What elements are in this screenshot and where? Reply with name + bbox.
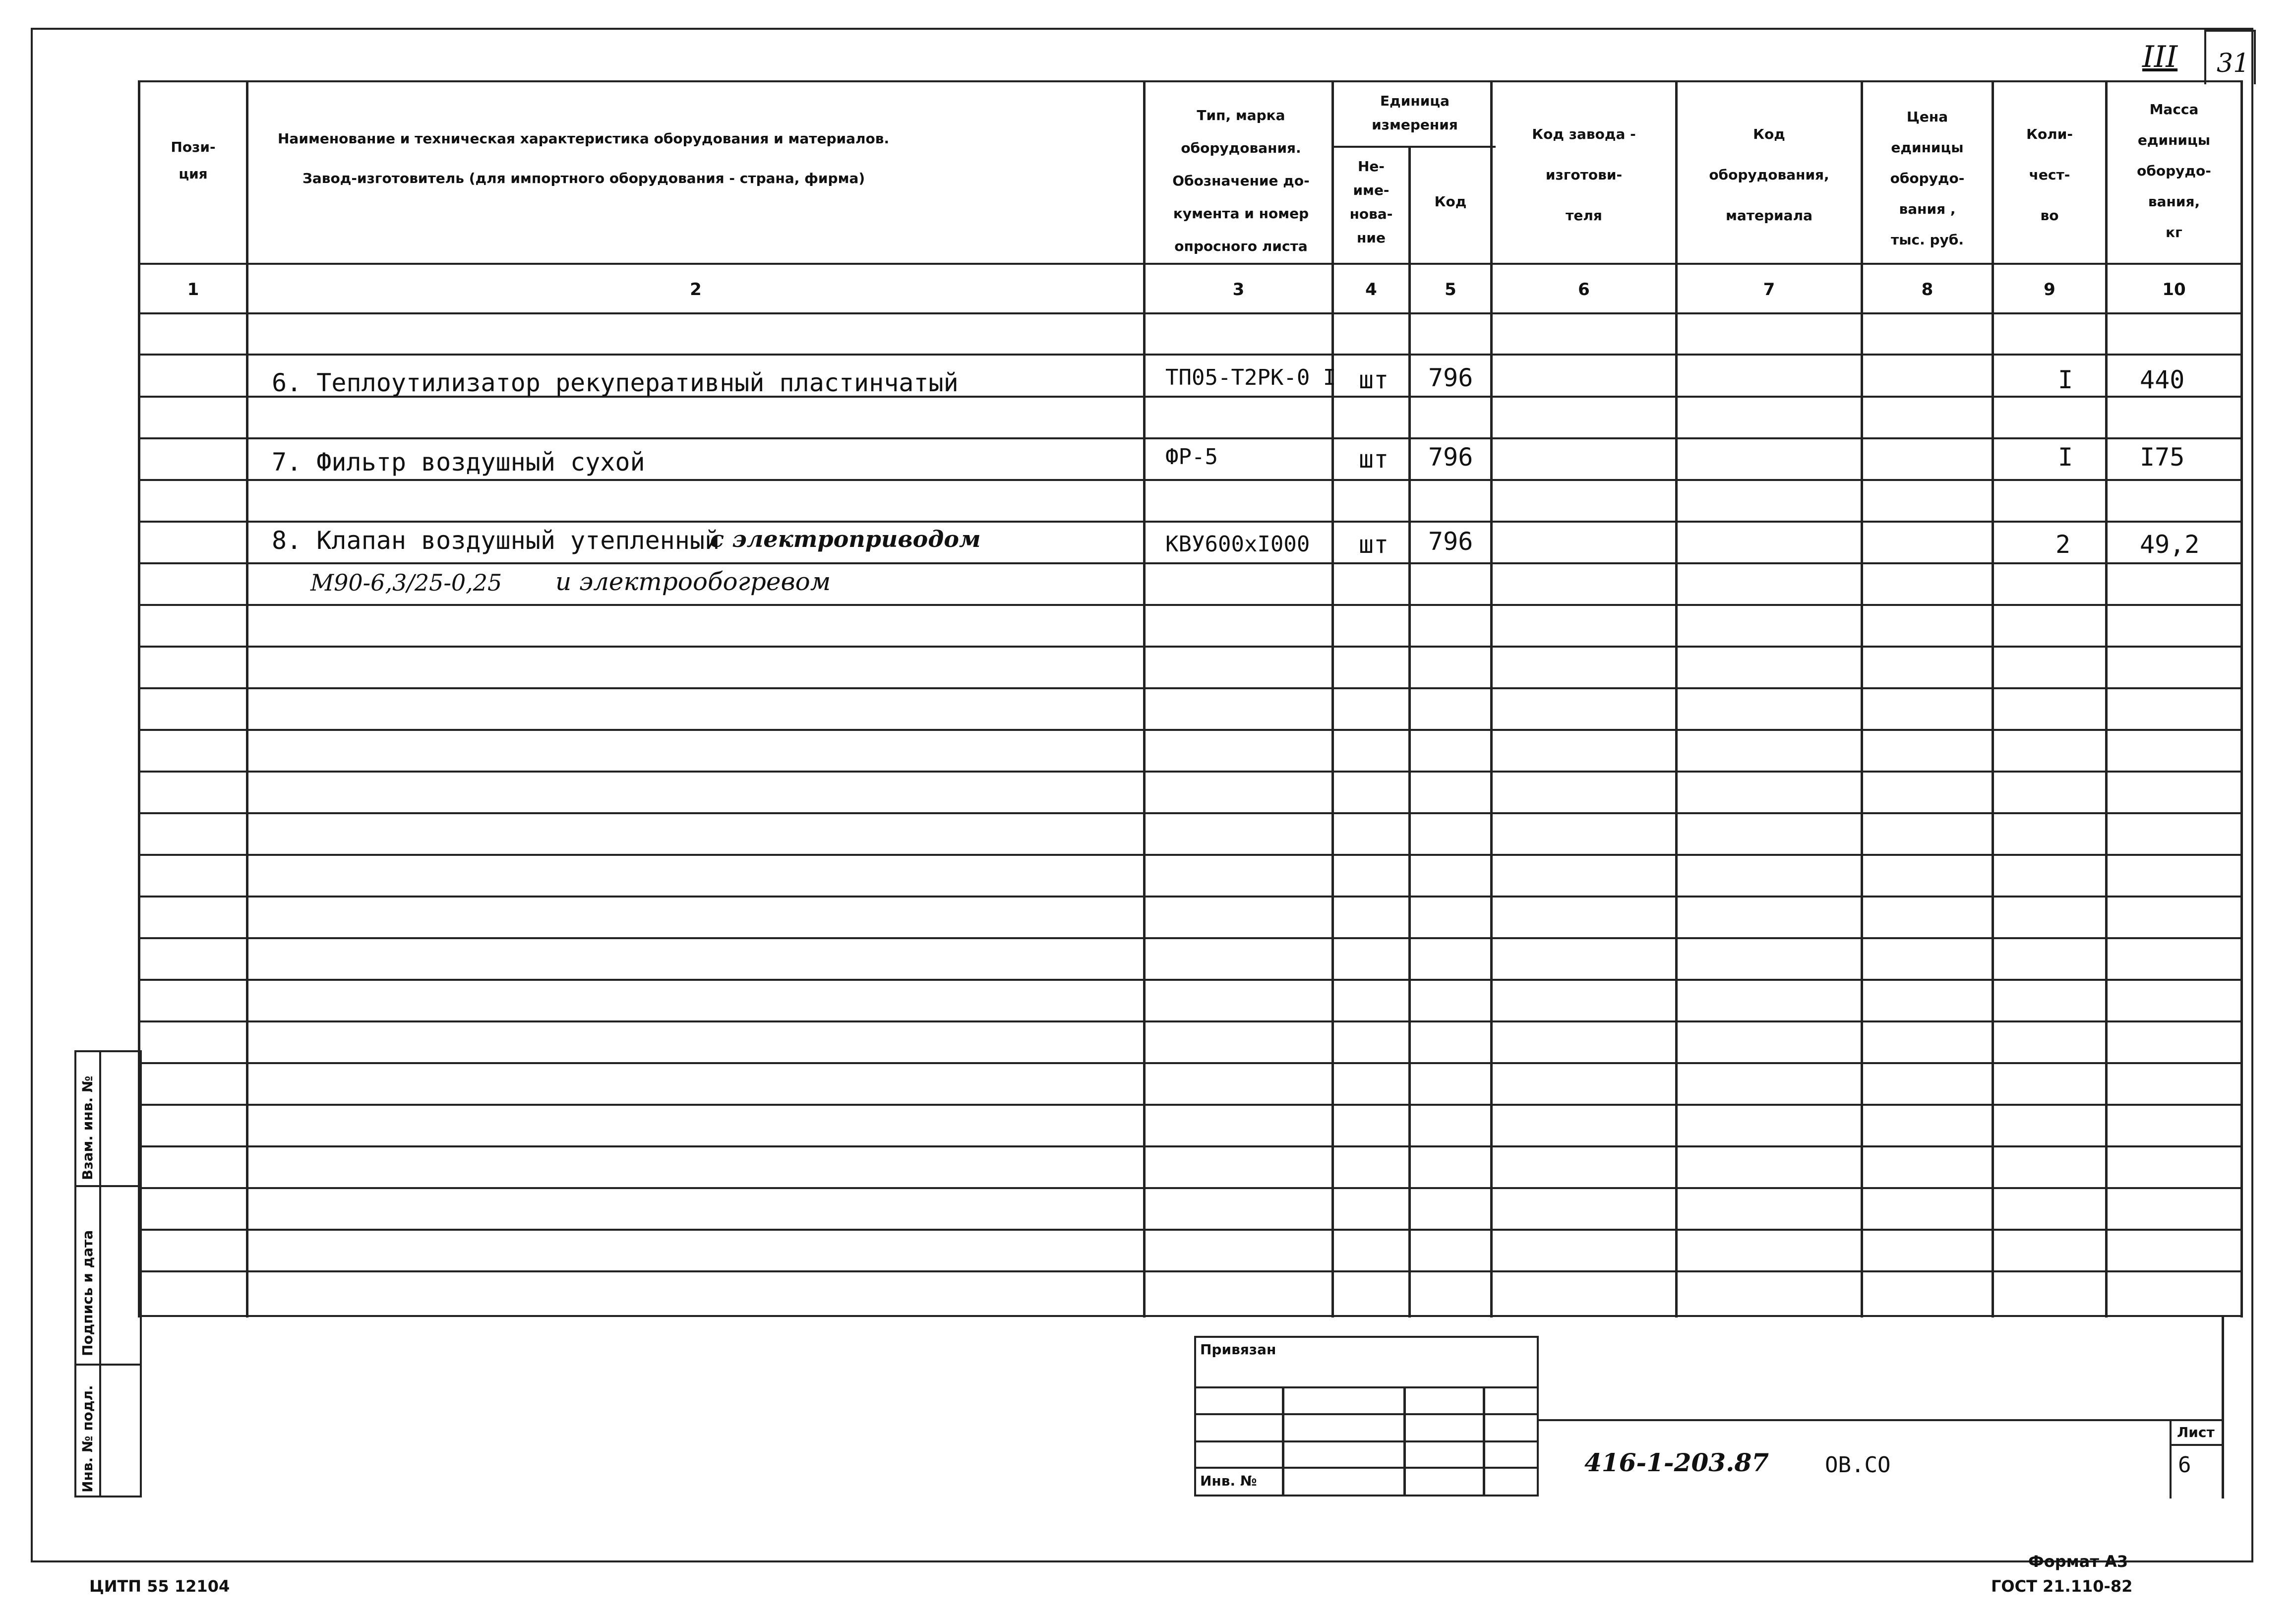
colnum-3: 3 [1232,280,1245,299]
row-qty: I [2058,443,2073,472]
row-unit: шт [1359,445,1389,474]
col-sep-7 [1861,80,1863,1317]
row-name: 7. Фильтр воздушный сухой [272,448,645,477]
stamp-line-2 [1194,1413,1539,1415]
stamp-col-3 [1483,1386,1485,1496]
stamp-privyazan-label: Привязан [1200,1341,1276,1358]
row-name: 8. Клапан воздушный утепленный [272,526,720,555]
footer-format: Формат А3 [2028,1552,2128,1571]
page-frame [31,28,2253,1562]
stamp-line-1 [1194,1386,1539,1388]
side-strip-divider [99,1050,101,1497]
header-col3: Тип, марка оборудования. Обозначение до- кумента и номер опросного листа [1172,107,1310,254]
colnum-10: 10 [2162,280,2186,299]
header-unit-group: Единица измерения [1372,93,1458,133]
stamp-col-1 [1282,1386,1284,1496]
header-col7: Код оборудования, материала [1709,126,1829,224]
bottom-area-line [138,1315,2243,1317]
row-qty: I [2058,365,2073,394]
unit-group-line [1334,146,1496,148]
col-sep-6 [1675,80,1678,1317]
side-strip-sep-1 [74,1185,142,1187]
header-col9: Коли- чест- во [2026,126,2073,224]
doc-code: ОВ.СО [1825,1452,1891,1478]
colnum-6: 6 [1578,280,1590,299]
row8-handwritten-part1: М90-6,3/25-0,25 [310,569,502,596]
header-bottom-line [138,263,2243,265]
colnum-4: 4 [1365,280,1377,299]
colnum-7: 7 [1763,280,1775,299]
row-qty: 2 [2055,530,2071,559]
col-sep-9 [2105,80,2108,1317]
doc-number-handwritten: 416-1-203.87 [1584,1448,1769,1477]
colnum-2: 2 [690,280,702,299]
side-label-inv: Инв. № подл. [79,1385,96,1493]
header-col1: Пози- ция [171,139,216,182]
row-mass: I75 [2140,443,2185,472]
title-block-top [1539,1419,2223,1421]
colnum-9: 9 [2044,280,2055,299]
header-col5: Код [1434,193,1467,210]
stamp-inv-label: Инв. № [1200,1473,1257,1489]
col-sep-2 [1143,80,1146,1317]
colnum-5: 5 [1445,280,1456,299]
row-type: КВУ600хI000 [1165,532,1310,557]
row-unit: шт [1359,365,1389,394]
row-code: 796 [1428,527,1473,556]
row-type: ТП05-Т2РК-0 I [1165,365,1336,390]
colnum-bottom-line [138,312,2243,314]
row-name-handwritten: с электроприводом [710,526,981,552]
row-code: 796 [1428,443,1473,472]
sheet-box-sep [2170,1444,2223,1446]
footer-gost: ГОСТ 21.110-82 [1991,1577,2133,1596]
row-mass: 49,2 [2140,530,2200,559]
col-sep-3 [1331,80,1334,1317]
colnum-8: 8 [1921,280,1933,299]
table-top-line [138,80,2243,82]
header-col4: Не- име- нова- ние [1349,158,1393,246]
side-label-podpis: Подпись и дата [79,1230,96,1356]
side-label-vzam: Взам. инв. № [79,1076,96,1180]
sheet-number: 6 [2178,1452,2191,1478]
stamp-col-2 [1403,1386,1406,1496]
page-number: 31 [2217,49,2250,78]
header-col10: Масса единицы оборудо- вания, кг [2137,101,2211,240]
row-code: 796 [1428,363,1473,392]
sheet-label: Лист [2177,1424,2215,1440]
col-sep-8 [1992,80,1994,1317]
row-name: 6. Теплоутилизатор рекуперативный пластинчатый [272,368,959,397]
colnum-1: 1 [187,280,199,299]
row8-handwritten-part2: и электрообогревом [555,567,831,596]
header-col6: Код завода - изготови- теля [1532,126,1636,224]
header-col8: Цена единицы оборудо- вания , тыс. руб. [1890,109,1965,248]
header-col2: Наименование и техническая характеристика оборудования и материалов. Завод-изготовитель (для импортного оборудования - страна, фирма) [278,130,890,186]
row-type: ФР-5 [1165,444,1218,470]
col-sep-1 [246,80,248,1317]
stamp-line-3 [1194,1440,1539,1442]
stamp-line-4 [1194,1467,1539,1469]
row-mass: 440 [2140,365,2185,394]
row-unit: шт [1359,530,1389,559]
side-strip-sep-2 [74,1364,142,1366]
col-sep-5 [1490,80,1493,1317]
table-right-edge [2240,80,2243,1317]
corner-mark: III [2142,40,2178,74]
footer-left: ЦИТП 55 12104 [89,1577,230,1596]
col-sep-4 [1408,146,1411,1317]
